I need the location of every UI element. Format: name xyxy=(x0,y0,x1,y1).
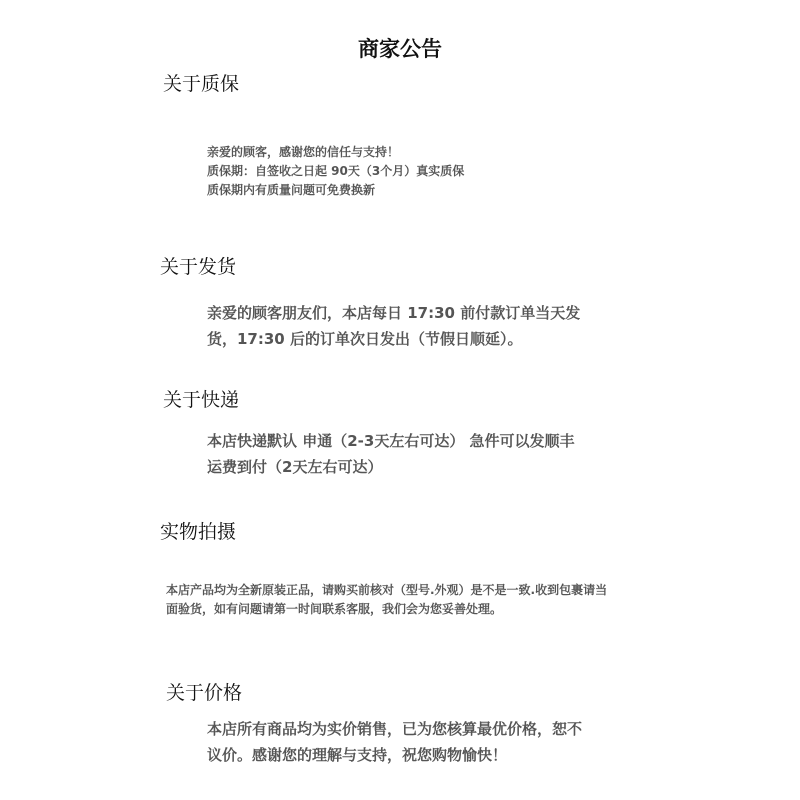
body-line: 质保期：自签收之日起 90天（3个月）真实质保 xyxy=(207,164,465,178)
section-heading-real-photos: 实物拍摄 xyxy=(160,521,237,543)
section-body-courier xyxy=(207,428,575,480)
section-heading-pricing: 关于价格 xyxy=(166,682,243,704)
section-body-shipping xyxy=(207,300,580,352)
body-line: 货，17:30 后的订单次日发出（节假日顺延）。 xyxy=(207,330,523,348)
page-title: 商家公告 xyxy=(358,37,442,61)
section-heading-warranty: 关于质保 xyxy=(163,73,240,95)
body-line: 本店产品均为全新原装正品，请购买前核对（型号.外观）是不是一致.收到包裹请当 xyxy=(166,583,608,597)
body-line: 亲爱的顾客，感谢您的信任与支持！ xyxy=(207,145,400,159)
section-body-pricing xyxy=(207,716,582,768)
body-line: 亲爱的顾客朋友们，本店每日 17:30 前付款订单当天发 xyxy=(207,304,581,322)
body-line: 本店所有商品均为实价销售，已为您核算最优价格，恕不 xyxy=(207,720,583,738)
section-heading-courier: 关于快递 xyxy=(163,389,240,411)
body-line: 本店快递默认 申通（2-3天左右可达） 急件可以发顺丰 xyxy=(207,432,575,450)
section-heading-shipping: 关于发货 xyxy=(160,256,237,278)
section-body-warranty xyxy=(207,143,464,200)
body-line: 运费到付（2天左右可达） xyxy=(207,458,383,476)
section-body-real-photos xyxy=(166,581,607,619)
body-line: 质保期内有质量问题可免费换新 xyxy=(207,183,376,197)
body-line: 议价。感谢您的理解与支持，祝您购物愉快！ xyxy=(207,746,508,764)
body-line: 面验货，如有问题请第一时间联系客服，我们会为您妥善处理。 xyxy=(166,602,503,616)
